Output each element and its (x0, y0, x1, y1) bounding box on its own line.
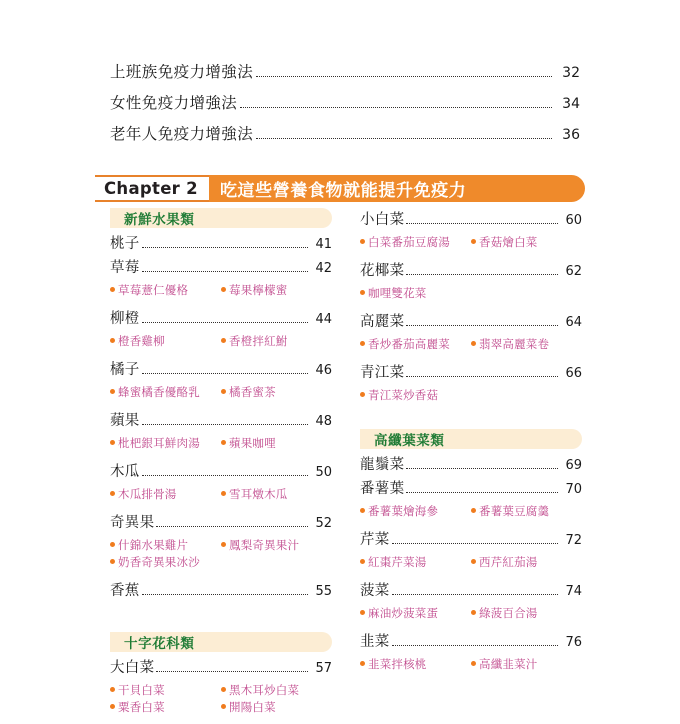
leader-dots (142, 594, 308, 595)
toc-entry[interactable] (110, 232, 332, 256)
toc-entry-title: 香蕉 (110, 583, 140, 599)
leader-dots (142, 424, 308, 425)
toc-entry-page: 46 (315, 363, 332, 378)
entry-spacer (110, 300, 332, 307)
toc-entry-title: 蘋果 (110, 413, 140, 429)
toc-entry-page: 76 (565, 635, 582, 650)
bullet-icon (471, 508, 476, 513)
toc-entry-title: 芹菜 (360, 532, 390, 548)
recipe-list (110, 681, 332, 715)
bullet-icon (360, 661, 365, 666)
section-header-label: 高纖葉菜類 (374, 433, 445, 449)
toc-entry-title: 青江菜 (360, 365, 405, 381)
leader-dots (392, 543, 558, 544)
recipe-item-label: 什錦水果雞片 (118, 537, 189, 552)
recipe-item[interactable] (221, 698, 332, 715)
recipe-item[interactable] (221, 536, 332, 553)
toc-row[interactable] (110, 60, 580, 91)
recipe-item[interactable] (110, 332, 221, 349)
recipe-item[interactable] (471, 655, 582, 672)
section-header (110, 632, 332, 652)
entry-spacer (110, 717, 332, 724)
toc-entry-title: 小白菜 (360, 212, 405, 228)
recipe-list (110, 485, 332, 502)
leader-dots (156, 671, 308, 672)
toc-entry[interactable] (360, 528, 582, 552)
recipe-item[interactable] (110, 383, 221, 400)
entry-spacer (110, 504, 332, 511)
bullet-icon (110, 440, 115, 445)
entry-spacer (360, 572, 582, 579)
leader-dots (142, 322, 308, 323)
toc-entry[interactable] (360, 630, 582, 654)
leader-dots (156, 526, 308, 527)
toc-entry-title: 高麗菜 (360, 314, 405, 330)
leader-dots (392, 594, 558, 595)
toc-entry-page: 52 (315, 516, 332, 531)
recipe-item[interactable] (471, 233, 582, 250)
recipe-item-label: 綠菠百合湯 (479, 605, 538, 620)
toc-entry-title: 番薯葉 (360, 481, 405, 497)
toc-row[interactable] (110, 122, 580, 153)
leader-dots (142, 247, 308, 248)
bullet-icon (471, 239, 476, 244)
toc-entry-page: 44 (315, 312, 332, 327)
recipe-item[interactable] (360, 604, 471, 621)
leader-dots (142, 271, 308, 272)
recipe-list (110, 281, 332, 298)
recipe-list (360, 655, 582, 672)
top-toc-list (110, 60, 580, 153)
leader-dots (406, 468, 558, 469)
toc-entry-title: 桃子 (110, 236, 140, 252)
recipe-item-label: 番薯葉燴海參 (368, 503, 439, 518)
recipe-item-label: 黑木耳炒白菜 (229, 682, 300, 697)
entry-spacer (360, 354, 582, 361)
section-header-label: 新鮮水果類 (124, 212, 195, 228)
bullet-icon (110, 287, 115, 292)
toc-entry-page: 41 (315, 237, 332, 252)
leader-dots (406, 492, 558, 493)
entry-spacer (360, 623, 582, 630)
recipe-item-label: 白菜番茄豆腐湯 (368, 234, 450, 249)
entry-spacer (110, 351, 332, 358)
recipe-item[interactable] (110, 281, 221, 298)
toc-entry[interactable] (360, 310, 582, 334)
toc-column-left (110, 208, 332, 724)
toc-entry[interactable] (110, 656, 332, 680)
chapter-label-box (95, 175, 209, 202)
bullet-icon (110, 542, 115, 547)
recipe-list (360, 604, 582, 621)
toc-entry-title: 大白菜 (110, 660, 155, 676)
entry-spacer (110, 572, 332, 579)
recipe-item[interactable] (221, 281, 332, 298)
bullet-icon (360, 290, 365, 295)
recipe-item[interactable] (471, 553, 582, 570)
recipe-item-label: 奶香奇異果冰沙 (118, 554, 200, 569)
bullet-icon (221, 389, 226, 394)
bullet-icon (471, 661, 476, 666)
entry-spacer (360, 405, 582, 412)
toc-entry-page: 70 (565, 482, 582, 497)
bullet-icon (221, 687, 226, 692)
chapter-title-box (209, 175, 585, 202)
recipe-item-label: 干貝白菜 (118, 682, 165, 697)
recipe-item[interactable] (110, 698, 221, 715)
toc-entry[interactable] (360, 259, 582, 283)
leader-dots (406, 223, 558, 224)
recipe-item[interactable] (110, 536, 221, 553)
entry-spacer (110, 603, 332, 615)
recipe-item[interactable] (110, 553, 221, 570)
toc-entry[interactable] (110, 409, 332, 433)
recipe-item-label: 西芹紅茄湯 (479, 554, 538, 569)
recipe-item[interactable] (471, 604, 582, 621)
leader-dots (240, 107, 552, 108)
leader-dots (142, 475, 308, 476)
leader-dots (256, 76, 552, 77)
toc-entry[interactable] (110, 358, 332, 382)
bullet-icon (360, 341, 365, 346)
bullet-icon (110, 687, 115, 692)
toc-entry-title: 草莓 (110, 260, 140, 276)
bullet-icon (221, 704, 226, 709)
toc-entry-page: 66 (565, 366, 582, 381)
recipe-item-label: 草莓薏仁優格 (118, 282, 189, 297)
toc-entry[interactable] (360, 579, 582, 603)
bullet-icon (360, 559, 365, 564)
toc-entry-title: 花椰菜 (360, 263, 405, 279)
toc-row[interactable] (110, 91, 580, 122)
toc-entry[interactable] (110, 307, 332, 331)
bullet-icon (221, 338, 226, 343)
toc-entry[interactable] (360, 361, 582, 385)
recipe-item-label: 蜂蜜橘香優酪乳 (118, 384, 200, 399)
recipe-item[interactable] (110, 434, 221, 451)
toc-entry-title: 韭菜 (360, 634, 390, 650)
bullet-icon (471, 341, 476, 346)
chapter-label: Chapter 2 (104, 179, 198, 198)
bullet-icon (110, 338, 115, 343)
leader-dots (142, 373, 308, 374)
recipe-list (360, 335, 582, 352)
recipe-list (110, 383, 332, 400)
chapter-title: 吃這些營養食物就能提升免疫力 (219, 181, 467, 201)
recipe-item[interactable] (360, 335, 471, 352)
entry-spacer (360, 303, 582, 310)
toc-entry-page: 69 (565, 458, 582, 473)
section-header (110, 208, 332, 228)
chapter-banner (95, 175, 585, 202)
recipe-list (360, 284, 582, 301)
toc-entry-page: 60 (565, 213, 582, 228)
recipe-item-label: 開陽白菜 (229, 699, 276, 714)
toc-entry-title: 柳橙 (110, 311, 140, 327)
toc-entry[interactable] (110, 460, 332, 484)
toc-entry-page: 36 (562, 127, 580, 143)
section-header (360, 429, 582, 449)
section-header-label: 十字花科類 (124, 636, 195, 652)
recipe-item-label: 青江菜炒香菇 (368, 387, 439, 402)
section-spacer (110, 615, 332, 632)
recipe-item[interactable] (221, 383, 332, 400)
recipe-item-label: 鳳梨奇異果汁 (229, 537, 300, 552)
toc-entry-page: 74 (565, 584, 582, 599)
toc-entry-title: 菠菜 (360, 583, 390, 599)
recipe-list (360, 233, 582, 250)
leader-dots (406, 325, 558, 326)
toc-entry-page: 57 (315, 661, 332, 676)
bullet-icon (360, 610, 365, 615)
recipe-item-label: 高纖韭菜汁 (479, 656, 538, 671)
toc-entry[interactable] (360, 208, 582, 232)
toc-entry-page: 48 (315, 414, 332, 429)
recipe-item[interactable] (221, 485, 332, 502)
recipe-item-label: 番薯葉豆腐羹 (479, 503, 550, 518)
recipe-item[interactable] (360, 233, 471, 250)
toc-entry-page: 55 (315, 584, 332, 599)
leader-dots (256, 138, 552, 139)
recipe-item-label: 香菇燴白菜 (479, 234, 538, 249)
entry-spacer (110, 402, 332, 409)
bullet-icon (110, 389, 115, 394)
toc-entry-page: 62 (565, 264, 582, 279)
toc-column-right (360, 208, 582, 681)
recipe-item-label: 橙香雞柳 (118, 333, 165, 348)
bullet-icon (221, 491, 226, 496)
entry-spacer (360, 521, 582, 528)
recipe-item-label: 麻油炒菠菜蛋 (368, 605, 439, 620)
toc-entry-title: 上班族免疫力增強法 (110, 63, 254, 81)
toc-entry-title: 龍鬚菜 (360, 457, 405, 473)
toc-entry[interactable] (360, 477, 582, 501)
recipe-item[interactable] (360, 553, 471, 570)
bullet-icon (360, 508, 365, 513)
entry-spacer (110, 453, 332, 460)
recipe-item-label: 橘香蜜茶 (229, 384, 276, 399)
recipe-list (360, 502, 582, 519)
toc-entry-page: 64 (565, 315, 582, 330)
bullet-icon (221, 287, 226, 292)
recipe-item-label: 木瓜排骨湯 (118, 486, 177, 501)
recipe-item-label: 香橙拌紅鮒 (229, 333, 288, 348)
bullet-icon (360, 239, 365, 244)
recipe-item-label: 紅棗芹菜湯 (368, 554, 427, 569)
toc-entry-title: 奇異果 (110, 515, 155, 531)
recipe-item-label: 翡翠高麗菜卷 (479, 336, 550, 351)
recipe-list (110, 434, 332, 451)
recipe-item[interactable] (360, 502, 471, 519)
recipe-list (360, 386, 582, 403)
recipe-item[interactable] (221, 332, 332, 349)
toc-entry-page: 72 (565, 533, 582, 548)
recipe-item[interactable] (110, 485, 221, 502)
bullet-icon (110, 491, 115, 496)
bullet-icon (360, 392, 365, 397)
recipe-list (110, 332, 332, 349)
leader-dots (406, 274, 558, 275)
recipe-item[interactable] (471, 335, 582, 352)
recipe-item[interactable] (221, 681, 332, 698)
recipe-list (360, 553, 582, 570)
recipe-item[interactable] (360, 284, 471, 301)
recipe-item[interactable] (221, 434, 332, 451)
recipe-item-label: 蘋果咖哩 (229, 435, 276, 450)
recipe-item[interactable] (471, 502, 582, 519)
bullet-icon (471, 610, 476, 615)
toc-entry[interactable] (110, 256, 332, 280)
bullet-icon (221, 440, 226, 445)
entry-spacer (360, 252, 582, 259)
recipe-item[interactable] (360, 655, 471, 672)
toc-entry-page: 50 (315, 465, 332, 480)
bullet-icon (110, 704, 115, 709)
recipe-item-label: 枇杷銀耳鮮肉湯 (118, 435, 200, 450)
recipe-item-label: 雪耳燉木瓜 (229, 486, 288, 501)
toc-entry-page: 32 (562, 65, 580, 81)
recipe-item-label: 韭菜拌核桃 (368, 656, 427, 671)
recipe-item[interactable] (360, 386, 471, 403)
bullet-icon (110, 559, 115, 564)
toc-entry-title: 老年人免疫力增強法 (110, 125, 254, 143)
bullet-icon (221, 542, 226, 547)
section-spacer (360, 412, 582, 429)
leader-dots (406, 376, 558, 377)
bullet-icon (471, 559, 476, 564)
toc-entry[interactable] (110, 579, 332, 603)
recipe-item[interactable] (110, 681, 221, 698)
recipe-item-label: 咖哩雙花菜 (368, 285, 427, 300)
toc-entry[interactable] (110, 511, 332, 535)
toc-entry-title: 木瓜 (110, 464, 140, 480)
toc-entry-title: 女性免疫力增強法 (110, 94, 238, 112)
recipe-item-label: 粟香白菜 (118, 699, 165, 714)
toc-entry-title: 橘子 (110, 362, 140, 378)
recipe-item-label: 莓果檸檬蜜 (229, 282, 288, 297)
toc-entry[interactable] (360, 453, 582, 477)
recipe-list (110, 536, 332, 570)
toc-entry-page: 42 (315, 261, 332, 276)
toc-entry-page: 34 (562, 96, 580, 112)
leader-dots (392, 645, 558, 646)
recipe-item-label: 香炒番茄高麗菜 (368, 336, 450, 351)
